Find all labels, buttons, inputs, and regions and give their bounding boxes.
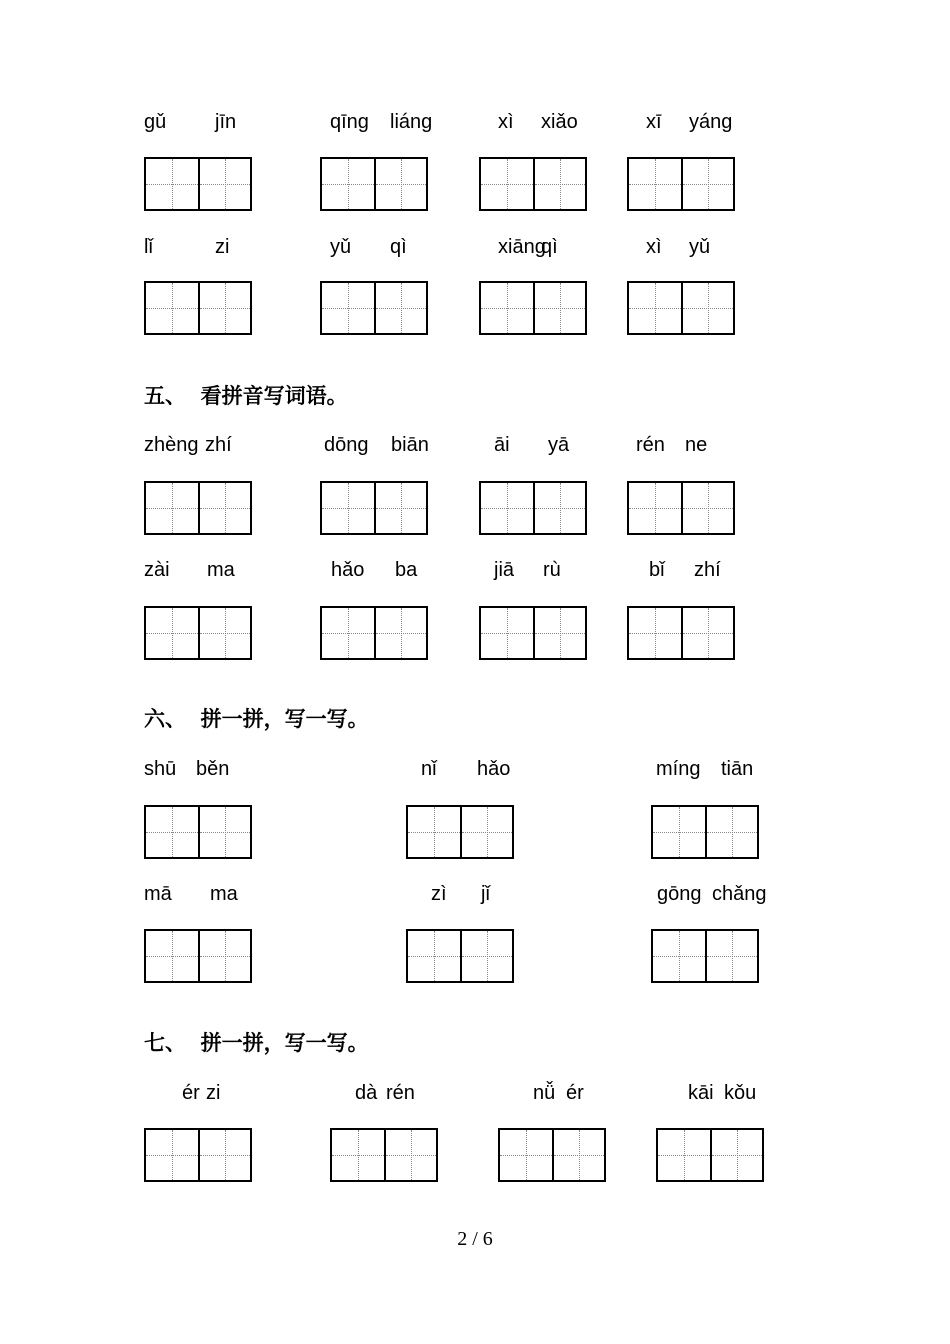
grid-cell[interactable]: [681, 608, 733, 658]
writing-grid[interactable]: [498, 1128, 606, 1182]
grid-cell[interactable]: [198, 283, 250, 333]
grid-cell[interactable]: [705, 931, 757, 981]
pinyin-syllable: hǎo: [477, 758, 511, 780]
grid-cell[interactable]: [408, 807, 460, 857]
pinyin-syllable: chǎng: [712, 883, 767, 905]
writing-grid[interactable]: [627, 157, 735, 211]
grid-cell[interactable]: [705, 807, 757, 857]
pinyin-syllable: qì: [541, 236, 558, 258]
pinyin-syllable: xī: [646, 111, 662, 133]
grid-cell[interactable]: [653, 931, 705, 981]
grid-cell[interactable]: [332, 1130, 384, 1180]
grid-cell[interactable]: [629, 283, 681, 333]
writing-grid[interactable]: [144, 805, 252, 859]
pinyin-syllable: hǎo: [331, 559, 365, 581]
grid-cell[interactable]: [533, 283, 585, 333]
grid-cell[interactable]: [198, 1130, 250, 1180]
writing-grid[interactable]: [651, 805, 759, 859]
pinyin-syllable: běn: [196, 758, 230, 780]
pinyin-syllable: dōng: [324, 434, 369, 456]
writing-grid[interactable]: [330, 1128, 438, 1182]
pinyin-syllable: dà: [355, 1082, 378, 1104]
pinyin-syllable: biān: [391, 434, 429, 456]
grid-cell[interactable]: [629, 608, 681, 658]
grid-cell[interactable]: [653, 807, 705, 857]
grid-cell[interactable]: [146, 1130, 198, 1180]
writing-grid[interactable]: [320, 281, 428, 335]
pinyin-syllable: kāi: [688, 1082, 714, 1104]
writing-grid[interactable]: [627, 281, 735, 335]
grid-cell[interactable]: [629, 159, 681, 209]
writing-grid[interactable]: [656, 1128, 764, 1182]
writing-grid[interactable]: [144, 1128, 252, 1182]
writing-grid[interactable]: [144, 606, 252, 660]
writing-grid[interactable]: [406, 805, 514, 859]
grid-cell[interactable]: [460, 931, 512, 981]
pinyin-syllable: ér: [182, 1082, 200, 1104]
grid-cell[interactable]: [374, 608, 426, 658]
pinyin-syllable: zhèng: [144, 434, 199, 456]
pinyin-syllable: rù: [543, 559, 561, 581]
pinyin-syllable: rén: [386, 1082, 415, 1104]
pinyin-syllable: xiāng: [498, 236, 546, 258]
grid-cell[interactable]: [481, 283, 533, 333]
grid-cell[interactable]: [146, 608, 198, 658]
pinyin-syllable: zhí: [205, 434, 232, 456]
grid-cell[interactable]: [198, 931, 250, 981]
section-heading: 五、 看拼音写词语。: [144, 384, 348, 408]
writing-grid[interactable]: [320, 481, 428, 535]
pinyin-syllable: yā: [548, 434, 570, 456]
pinyin-syllable: qīng: [330, 111, 369, 133]
grid-cell[interactable]: [533, 608, 585, 658]
pinyin-syllable: nǐ: [421, 758, 437, 780]
writing-grid[interactable]: [320, 157, 428, 211]
writing-grid[interactable]: [479, 157, 587, 211]
grid-cell[interactable]: [146, 483, 198, 533]
grid-cell[interactable]: [552, 1130, 604, 1180]
pinyin-syllable: bǐ: [649, 559, 665, 581]
grid-cell[interactable]: [481, 483, 533, 533]
grid-cell[interactable]: [146, 159, 198, 209]
grid-cell[interactable]: [146, 931, 198, 981]
writing-grid[interactable]: [144, 929, 252, 983]
writing-grid[interactable]: [479, 481, 587, 535]
pinyin-syllable: ba: [395, 559, 418, 581]
grid-cell[interactable]: [681, 159, 733, 209]
grid-cell[interactable]: [629, 483, 681, 533]
page-number: 2 / 6: [457, 1228, 493, 1250]
grid-cell[interactable]: [408, 931, 460, 981]
grid-cell[interactable]: [500, 1130, 552, 1180]
pinyin-syllable: gōng: [657, 883, 702, 905]
pinyin-syllable: kǒu: [724, 1082, 757, 1104]
pinyin-syllable: yǔ: [330, 236, 352, 258]
pinyin-syllable: ma: [207, 559, 235, 581]
pinyin-syllable: míng: [656, 758, 701, 780]
grid-cell[interactable]: [533, 483, 585, 533]
pinyin-syllable: zhí: [694, 559, 721, 581]
pinyin-syllable: zài: [144, 559, 170, 581]
writing-grid[interactable]: [144, 281, 252, 335]
pinyin-syllable: zi: [215, 236, 230, 258]
grid-cell[interactable]: [481, 159, 533, 209]
grid-cell[interactable]: [384, 1130, 436, 1180]
pinyin-syllable: ér: [566, 1082, 584, 1104]
grid-cell[interactable]: [481, 608, 533, 658]
writing-grid[interactable]: [144, 481, 252, 535]
grid-cell[interactable]: [198, 807, 250, 857]
grid-cell[interactable]: [198, 159, 250, 209]
pinyin-syllable: yǔ: [689, 236, 711, 258]
section-heading: 六、 拼一拼，写一写。: [144, 707, 369, 731]
writing-grid[interactable]: [406, 929, 514, 983]
grid-cell[interactable]: [710, 1130, 762, 1180]
pinyin-syllable: ma: [210, 883, 238, 905]
grid-cell[interactable]: [322, 483, 374, 533]
pinyin-syllable: gǔ: [144, 111, 167, 133]
writing-grid[interactable]: [479, 606, 587, 660]
grid-cell[interactable]: [146, 283, 198, 333]
pinyin-syllable: jiā: [494, 559, 515, 581]
grid-cell[interactable]: [460, 807, 512, 857]
grid-cell[interactable]: [322, 608, 374, 658]
writing-grid[interactable]: [651, 929, 759, 983]
pinyin-syllable: shū: [144, 758, 177, 780]
pinyin-syllable: zì: [431, 883, 447, 905]
pinyin-syllable: zi: [206, 1082, 221, 1104]
section-heading: 七、 拼一拼，写一写。: [144, 1031, 369, 1055]
pinyin-syllable: liáng: [390, 111, 433, 133]
grid-cell[interactable]: [322, 159, 374, 209]
pinyin-syllable: nǚ: [533, 1082, 556, 1104]
pinyin-syllable: tiān: [721, 758, 754, 780]
pinyin-syllable: āi: [494, 434, 510, 456]
grid-cell[interactable]: [658, 1130, 710, 1180]
writing-grid[interactable]: [144, 157, 252, 211]
grid-cell[interactable]: [374, 159, 426, 209]
pinyin-syllable: yáng: [689, 111, 733, 133]
grid-cell[interactable]: [198, 608, 250, 658]
writing-grid[interactable]: [627, 606, 735, 660]
pinyin-syllable: rén: [636, 434, 665, 456]
pinyin-syllable: xiǎo: [541, 111, 578, 133]
grid-cell[interactable]: [681, 483, 733, 533]
writing-grid[interactable]: [627, 481, 735, 535]
pinyin-syllable: mā: [144, 883, 172, 905]
grid-cell[interactable]: [374, 283, 426, 333]
writing-grid[interactable]: [320, 606, 428, 660]
pinyin-syllable: jǐ: [481, 883, 490, 905]
grid-cell[interactable]: [146, 807, 198, 857]
writing-grid[interactable]: [479, 281, 587, 335]
pinyin-syllable: ne: [685, 434, 708, 456]
grid-cell[interactable]: [322, 283, 374, 333]
grid-cell[interactable]: [198, 483, 250, 533]
grid-cell[interactable]: [681, 283, 733, 333]
pinyin-syllable: qì: [390, 236, 407, 258]
grid-cell[interactable]: [374, 483, 426, 533]
pinyin-syllable: xì: [498, 111, 514, 133]
pinyin-syllable: jīn: [215, 111, 237, 133]
pinyin-syllable: xì: [646, 236, 662, 258]
grid-cell[interactable]: [533, 159, 585, 209]
pinyin-syllable: lǐ: [144, 236, 153, 258]
